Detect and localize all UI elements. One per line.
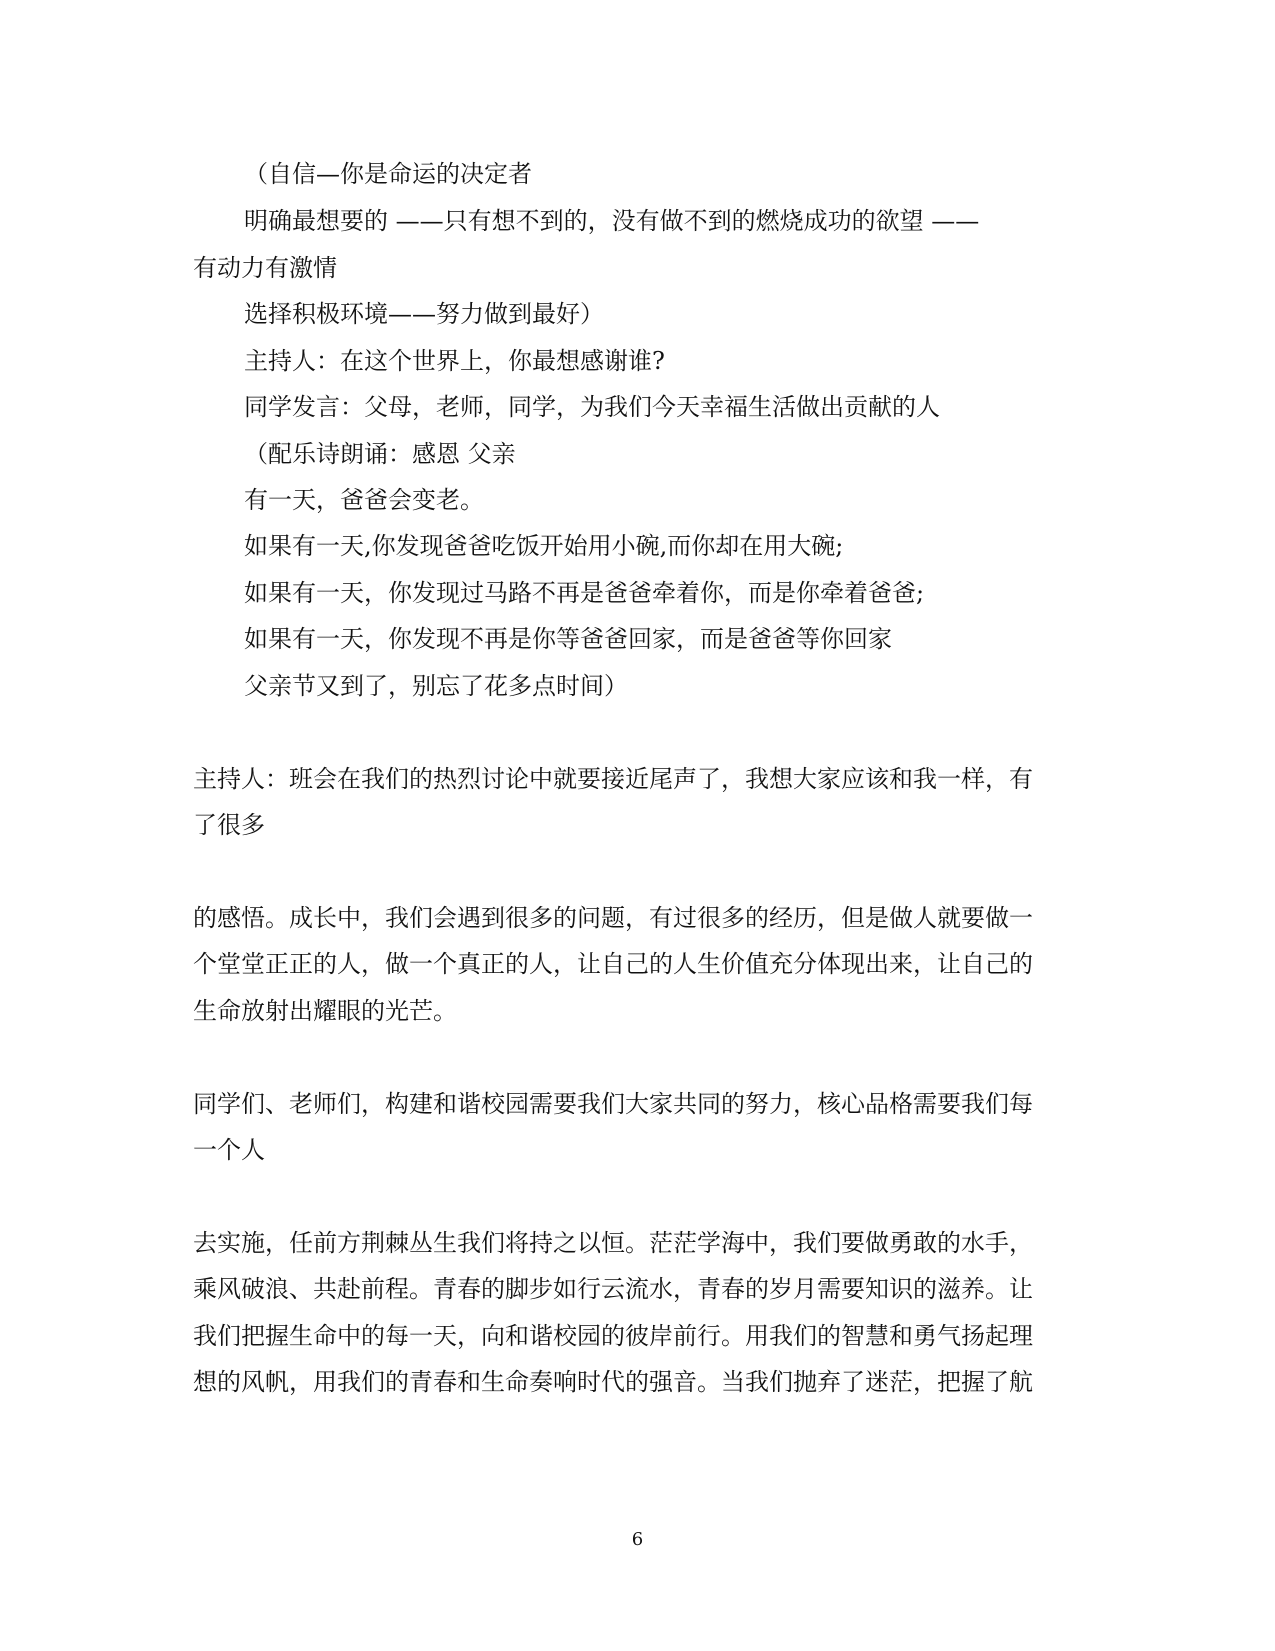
text-line: 有动力有激情 — [193, 254, 337, 282]
text-line: 我们把握生命中的每一天，向和谐校园的彼岸前行。用我们的智慧和勇气扬起理 — [193, 1322, 1033, 1350]
text-line: 同学们、老师们，构建和谐校园需要我们大家共同的努力，核心品格需要我们每 — [193, 1090, 1033, 1118]
text-line: 了很多 — [193, 811, 265, 839]
text-line: 有一天，爸爸会变老。 — [244, 486, 484, 514]
text-line: 同学发言：父母，老师，同学，为我们今天幸福生活做出贡献的人 — [244, 393, 940, 421]
text-line: 父亲节又到了，别忘了花多点时间） — [244, 672, 628, 700]
text-line: 如果有一天，你发现不再是你等爸爸回家，而是爸爸等你回家 — [244, 625, 892, 653]
text-line: 个堂堂正正的人，做一个真正的人，让自己的人生价值充分体现出来，让自己的 — [193, 950, 1033, 978]
page-number: 6 — [631, 1529, 644, 1550]
text-line: 如果有一天,你发现爸爸吃饭开始用小碗,而你却在用大碗; — [244, 532, 844, 560]
text-line: 的感悟。成长中，我们会遇到很多的问题，有过很多的经历，但是做人就要做一 — [193, 904, 1033, 932]
text-line: 主持人：班会在我们的热烈讨论中就要接近尾声了，我想大家应该和我一样，有 — [193, 765, 1033, 793]
text-line: 去实施，任前方荆棘丛生我们将持之以恒。茫茫学海中，我们要做勇敢的水手， — [193, 1229, 1033, 1257]
text-line: 如果有一天，你发现过马路不再是爸爸牵着你，而是你牵着爸爸; — [244, 579, 925, 607]
text-line: 选择积极环境——努力做到最好） — [244, 300, 604, 328]
text-line: 主持人：在这个世界上，你最想感谢谁? — [244, 347, 665, 375]
text-line: 想的风帆，用我们的青春和生命奏响时代的强音。当我们抛弃了迷茫，把握了航 — [193, 1368, 1033, 1396]
text-line: （配乐诗朗诵：感恩 父亲 — [244, 440, 516, 468]
text-line: 生命放射出耀眼的光芒。 — [193, 997, 457, 1025]
text-line: 乘风破浪、共赴前程。青春的脚步如行云流水，青春的岁月需要知识的滋养。让 — [193, 1275, 1033, 1303]
text-line: 一个人 — [193, 1136, 265, 1164]
text-line: （自信—你是命运的决定者 — [244, 160, 532, 188]
text-line: 明确最想要的 ——只有想不到的，没有做不到的燃烧成功的欲望 —— — [244, 207, 980, 235]
